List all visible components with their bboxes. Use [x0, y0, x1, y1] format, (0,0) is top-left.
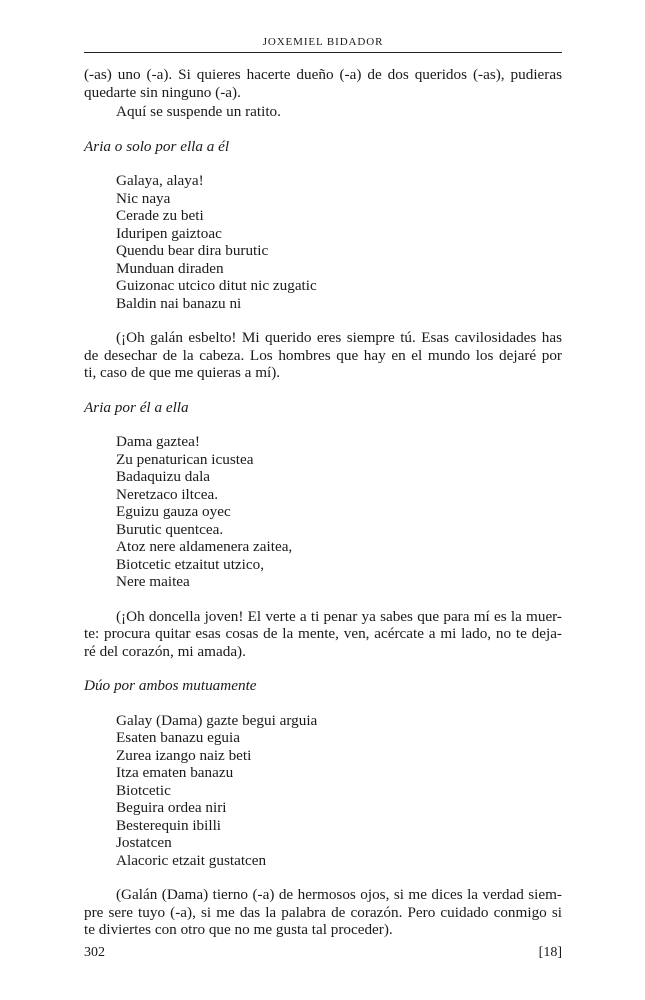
verse-line: Galaya, alaya!	[116, 172, 204, 189]
translation-line: (¡Oh galán esbelto! Mi querido eres siempre tú. Esas cavilosidades has	[116, 329, 562, 346]
translation-line: de desechar de la cabeza. Los hombres que hay en el mundo los dejaré por	[84, 346, 562, 364]
intro-line: quedarte sin ninguno (-a).	[84, 83, 241, 101]
verse-line: Zu penaturican icustea	[116, 450, 254, 468]
verse-line: Neretzaco iltcea.	[116, 485, 219, 503]
verse-line: Burutic quentcea.	[116, 520, 224, 538]
page-body	[84, 66, 562, 939]
aria-1-translation	[84, 329, 562, 382]
verse-line: Zurea izango naiz beti	[116, 746, 252, 764]
verse-line: Biotcetic etzaitut utzico,	[116, 555, 265, 573]
verse-line: Itza ematen banazu	[116, 764, 234, 781]
translation-line: pre sere tuyo (-a), si me das la palabra de corazón. Pero cuidado conmigo si	[84, 903, 562, 921]
translation-line: (Galán (Dama) tierno (-a) de hermosos ojos, si me dices la verdad siem-	[116, 886, 562, 903]
verse-line: Iduripen gaiztoac	[116, 224, 222, 242]
verse-line: Guizonac utcico ditut nic zugatic	[116, 277, 317, 294]
verse-line: Baldin nai banazu ni	[116, 294, 242, 312]
verse-line: Cerade zu beti	[116, 207, 204, 224]
verse-line: Jostatcen	[116, 834, 172, 851]
verse-line: Badaquizu dala	[116, 468, 211, 485]
running-header: JOXEMIEL BIDADOR	[262, 36, 384, 48]
aria-2-heading: Aria por él a ella	[84, 398, 189, 416]
verse-line: Besterequin ibilli	[116, 816, 222, 834]
verse-line: Munduan diraden	[116, 259, 224, 277]
verse-line: Quendu bear dira burutic	[116, 242, 269, 259]
page-number: 302	[84, 945, 105, 960]
intro-paragraph	[84, 66, 562, 101]
translation-line: te: procura quitar esas cosas de la mente, ven, acércate a mi lado, no te deja-	[84, 625, 562, 642]
duo-translation	[84, 886, 562, 939]
aria-2-verse	[84, 433, 562, 591]
verse-line: Nere maitea	[116, 573, 190, 590]
aria-1-heading: Aria o solo por ella a él	[84, 137, 230, 155]
aria-2-translation	[84, 608, 562, 661]
aria-1-verse	[84, 172, 562, 312]
verse-line: Galay (Dama) gazte begui arguia	[116, 711, 318, 729]
verse-line: Biotcetic	[116, 781, 171, 799]
verse-line: Dama gaztea!	[116, 433, 200, 450]
translation-line: ré del corazón, mi amada).	[84, 642, 246, 660]
verse-line: Alacoric etzait gustatcen	[116, 851, 267, 869]
header-rule	[84, 52, 562, 53]
verse-line: Beguira ordea niri	[116, 799, 227, 816]
duo-verse	[84, 712, 562, 870]
intro-note: Aquí se suspende un ratito.	[116, 103, 281, 120]
intro-line: (-as) uno (-a). Si quieres hacerte dueño (-a) de dos queridos (-as), pudieras	[84, 66, 562, 83]
translation-line: te diviertes con otro que no me gusta tal proceder).	[84, 921, 393, 938]
section-number: [18]	[538, 945, 562, 960]
translation-line: (¡Oh doncella joven! El verte a ti penar ya sabes que para mí es la muer-	[116, 607, 562, 625]
verse-line: Nic naya	[116, 189, 171, 207]
duo-heading: Dúo por ambos mutuamente	[84, 677, 257, 694]
translation-line: ti, caso de que me quieras a mí).	[84, 364, 281, 381]
verse-line: Eguizu gauza oyec	[116, 503, 231, 520]
verse-line: Atoz nere aldamenera zaitea,	[116, 538, 293, 555]
verse-line: Esaten banazu eguia	[116, 729, 240, 746]
